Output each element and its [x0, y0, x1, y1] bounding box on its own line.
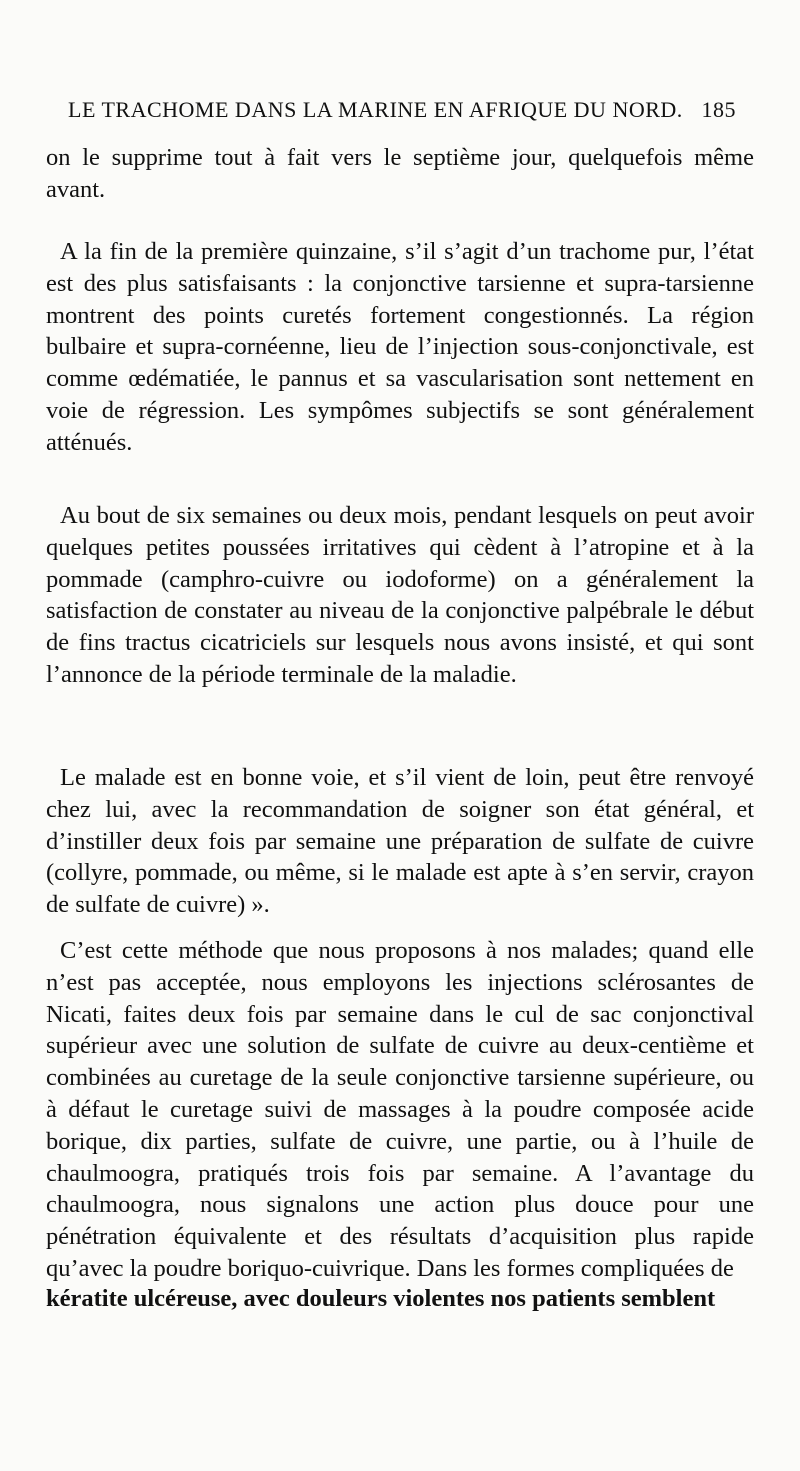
paragraph-first-fortnight — [46, 236, 754, 459]
paragraph-text: A la fin de la première quinzaine, s’il s’agit d’un trachome pur, l’état est des plus satisfaisants : la conjonctive tarsienne et supra-tarsienne montrent des points curetés fortement congestionnés. La région bulbaire et supra-cornéenne, lieu de l’injection sous-conjonctivale, est comme œdématiée, le pannus et sa vascularisation sont nettement en voie de régression. Les sympômes subjectifs se sont généralement atténués. — [46, 238, 754, 456]
running-title: LE TRACHOME DANS LA MARINE EN AFRIQUE DU NORD. — [68, 97, 683, 122]
paragraph-text: C’est cette méthode que nous proposons à nos malades; quand elle n’est pas acceptée, nous employons les injections sclérosantes de Nicati, faites deux fois par semaine dans le cul de sac conjonctival supérieur avec une solution de sulfate de cuivre au deux-centième et combinées au curetage de la seule conjonctive tarsienne supérieure, ou à défaut le curetage suivi de massages à la poudre composée acide borique, dix parties, sulfate de cuivre, une partie, ou à l’huile de chaulmoogra, pratiqués trois fois par semaine. A l’avantage du chaulmoogra, nous signalons une action plus douce pour une pénétration équivalente et des résultats d’acquisition plus rapide qu’avec la poudre boriquo-cuivrique. Dans les formes compliquées de — [46, 937, 754, 1282]
paragraph-good-progress — [46, 762, 754, 921]
paragraph-last-line — [46, 1283, 754, 1315]
page-number: 185 — [701, 97, 736, 122]
paragraph-text: on le supprime tout à fait vers le septième jour, quelquefois même avant. — [46, 144, 754, 203]
paragraph-text: kératite ulcéreuse, avec douleurs violentes nos patients semblent — [46, 1285, 716, 1312]
paragraph-continuation — [46, 142, 754, 206]
paragraph-text: Le malade est en bonne voie, et s’il vient de loin, peut être renvoyé chez lui, avec la recommandation de soigner son état général, et d’instiller deux fois par semaine une préparation de sulfate de cuivre (collyre, pommade, ou même, si le malade est apte à s’en servir, crayon de sulfate de cuivre) ». — [46, 764, 754, 919]
paragraph-six-weeks — [46, 500, 754, 691]
paragraph-method — [46, 935, 754, 1285]
paragraph-text: Au bout de six semaines ou deux mois, pendant lesquels on peut avoir quelques petites poussées irritatives qui cèdent à l’atropine et à la pommade (camphro-cuivre ou iodoforme) on a généralement la satisfaction de constater au niveau de la conjonctive palpébrale le début de fins tractus cicatriciels sur lesquels nous avons insisté, et qui sont l’annonce de la période terminale de la maladie. — [46, 502, 754, 688]
